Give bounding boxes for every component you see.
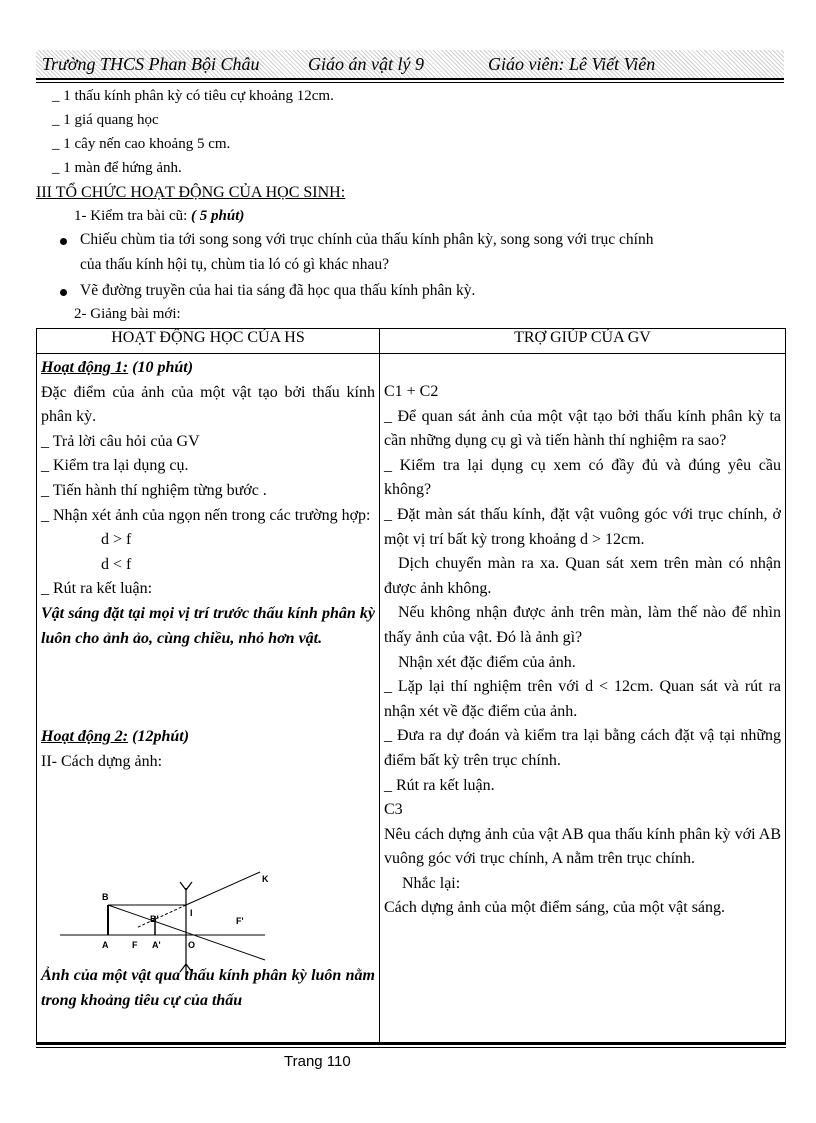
condition-d-lt-f: d < f [101, 555, 132, 573]
review-label: 1- Kiểm tra bài cũ: [74, 208, 188, 224]
label-k: K [262, 874, 269, 884]
review-time: ( 5 phút) [191, 208, 245, 224]
review-bullet: Vẽ đường truyền của hai tia sáng đã học qua thấu kính phân kỳ. [80, 282, 476, 299]
equipment-item: _ 1 giá quang học [52, 112, 159, 128]
equipment-item: _ 1 cây nến cao khoảng 5 cm. [52, 136, 231, 152]
ray-extension [136, 905, 186, 928]
bullet-icon [60, 238, 67, 245]
gv-item: _ Kiểm tra lại dụng cụ xem có đầy đủ và đúng yêu cầu không? [383, 456, 781, 499]
review-bullet: Chiếu chùm tia tới song song với trục chính của thấu kính phân kỳ, song song với trục chính [80, 231, 654, 248]
gv-item: _ Để quan sát ảnh của một vật tạo bởi thấu kính phân kỳ ta cần những dụng cụ gì và tiến hành thí nghiệm ra sao? [383, 407, 781, 450]
header-school: Trường THCS Phan Bội Châu [42, 54, 260, 74]
activity2-title: Hoạt động 2: [41, 728, 129, 746]
label-a-prime: A' [152, 940, 161, 950]
activity1-time: (10 phút) [132, 359, 194, 376]
gv-item: _ Đặt màn sát thấu kính, đặt vật vuông góc với trục chính, ở một vị trí bất kỳ trong khoảng d > 12cm. [383, 505, 781, 548]
gv-item: Nhận xét đặc điểm của ảnh. [397, 653, 576, 671]
label-b: B [102, 892, 109, 902]
equipment-item: _ 1 thấu kính phân kỳ có tiêu cự khoảng 12cm. [52, 88, 334, 104]
gv-item: Cách dựng ảnh của một điểm sáng, của một vật sáng. [383, 899, 726, 917]
header-subject: Giáo án vật lý 9 [308, 54, 424, 74]
gv-item: _ Rút ra kết luận. [383, 776, 495, 794]
label-o: O [188, 940, 196, 950]
activity1-item: _ Kiểm tra lại dụng cụ. [41, 457, 189, 475]
equipment-item: _ 1 màn để hứng ảnh. [52, 160, 182, 176]
label-b-prime: B' [150, 914, 159, 924]
condition-d-gt-f: d > f [101, 531, 132, 549]
gv-item: Nếu không nhận được ảnh trên màn, làm thế nào để nhìn thấy ảnh của vật. Đó là ảnh gì? [383, 604, 781, 646]
section-title: III TỔ CHỨC HOẠT ĐỘNG CỦA HỌC SINH: [36, 184, 346, 201]
page-number: Trang 110 [284, 1053, 351, 1070]
activity2-item: II- Cách dựng ảnh: [41, 752, 163, 770]
gv-item: Nhắc lại: [401, 874, 461, 892]
activity2-time: (12phút) [132, 728, 190, 746]
footer-divider [36, 1042, 786, 1045]
ray-refracted [186, 872, 260, 905]
footer-divider-thin [36, 1047, 786, 1048]
new-lesson-heading: 2- Giảng bài mới: [74, 306, 181, 322]
gv-item: Dịch chuyển màn ra xa. Quan sát xem trên màn có nhận được ảnh không. [383, 555, 781, 597]
page-header [36, 50, 784, 80]
review-heading [74, 208, 244, 225]
label-i: I [190, 908, 193, 918]
conclude-label: _ Rút ra kết luận: [41, 580, 153, 598]
final-text: Ảnh của một vật qua thấu kính phân kỳ luôn nằm trong khoảng tiêu cự của thấu [41, 967, 375, 1009]
header-divider [36, 82, 784, 83]
activity1-intro: Đặc điểm của ảnh của một vật tạo bởi thấu kính phân kỳ. [41, 383, 375, 426]
conclusion-text: Vật sáng đặt tại mọi vị trí trước thấu kính phân kỳ luôn cho ảnh ảo, cùng chiều, nhỏ hơn vật. [41, 604, 375, 647]
activity1-title: Hoạt động 1: [41, 359, 129, 376]
gv-item: _ Lặp lại thí nghiệm trên với d < 12cm. Quan sát và rút ra nhận xét về đặc điểm của ảnh. [383, 678, 781, 720]
label-a: A [102, 940, 109, 950]
activity1-item: _ Trả lời câu hỏi của GV [41, 432, 200, 450]
gv-item: Nêu cách dựng ảnh của vật AB qua thấu kính phân kỳ với AB vuông góc với trục chính, A nằm trên trục chính. [383, 825, 781, 868]
activity1-item: _ Nhận xét ảnh của ngọn nến trong các trường hợp: [41, 506, 371, 524]
bullet-icon [60, 289, 67, 296]
gv-item: C3 [383, 801, 403, 819]
label-f-prime: F' [236, 916, 244, 926]
col-left-header: HOẠT ĐỘNG HỌC CỦA HS [37, 329, 380, 354]
teacher-column [379, 354, 785, 1043]
review-bullet-cont: của thấu kính hội tụ, chùm tia ló có gì khác nhau? [80, 256, 390, 273]
activity1-item: _ Tiến hành thí nghiệm từng bước . [41, 481, 267, 499]
gv-item: C1 + C2 [383, 383, 439, 400]
header-teacher: Giáo viên: Lê Viết Viên [488, 54, 656, 74]
label-f: F [132, 940, 138, 950]
lens-diagram [40, 860, 280, 980]
col-right-header: TRỢ GIÚP CỦA GV [379, 329, 785, 354]
gv-item: _ Đưa ra dự đoán và kiểm tra lại bằng cách đặt vậ tại những điểm bất kỳ trên trục chính. [383, 727, 781, 769]
